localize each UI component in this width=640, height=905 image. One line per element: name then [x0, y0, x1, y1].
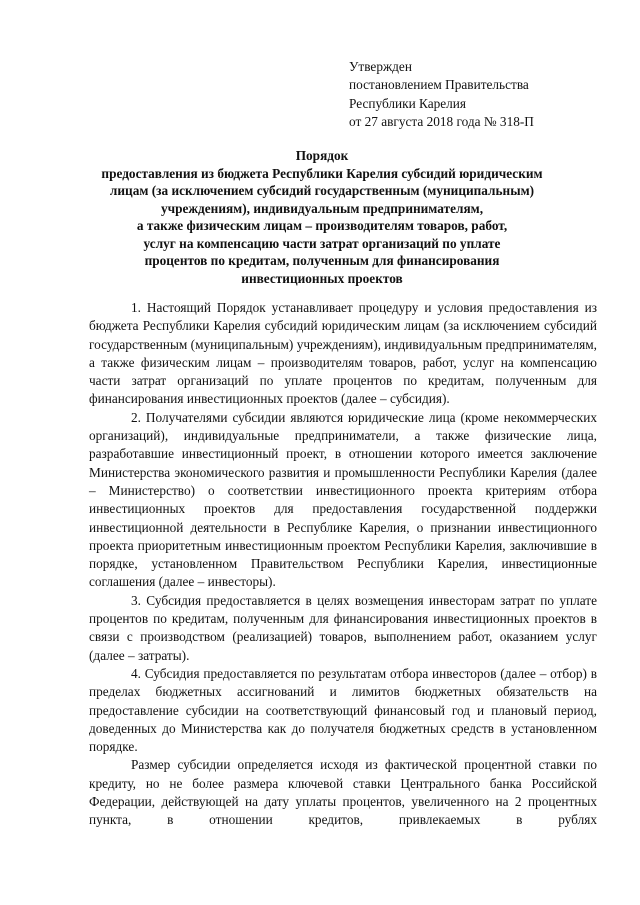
title-line: лицам (за исключением субсидий государственным (муниципальным) — [109, 183, 535, 198]
title-line: а также физическим лицам – производителям товаров, работ, — [136, 218, 508, 233]
paragraph-1: 1. Настоящий Порядок устанавливает процедуру и условия предоставления из бюджета Республики Карелия субсидий юридическим лицам (за исключением субсидий государственным (муниципальным) учреждениям), индивидуальным предпринимателям, а также физическим лицам – производителям товаров, работ, услуг на компенсацию части затрат организаций по уплате процентов по кредитам, полученным для финансирования инвестиционных проектов (далее – субсидия). — [89, 300, 597, 407]
title-line: Порядок — [295, 148, 349, 163]
paragraph-2: 2. Получателями субсидии являются юридические лица (кроме некоммерческих организаций), индивидуальные предприниматели, а также физические лица, разработавшие инвестиционный проект, в отношении которого имеется заключение Министерства экономического развития и промышленности Республики Карелия (далее – Министерство) о соответствии инвестиционного проекта критериям отбора инвестиционных проектов для предоставления государственной поддержки инвестиционной деятельности в Республике Карелия, о признании инвестиционного проекта приоритетным инвестиционным проектом Республики Карелия, заключившие в порядке, установленном Правительством Республики Карелия, инвестиционные соглашения (далее – инвесторы). — [89, 409, 597, 590]
document-body — [89, 299, 597, 830]
title-line: учреждениям), индивидуальным предпринимателям, — [160, 200, 484, 216]
paragraph-5: Размер субсидии определяется исходя из фактической процентной ставки по кредиту, но не более размера ключевой ставки Центрального банка Российской Федерации, действующей на дату уплаты процентов, увеличенного на 2 процентных пункта, в отношении кредитов, привлекаемых в рублях — [89, 757, 597, 828]
document-title — [78, 147, 566, 287]
title-line: процентов по кредитам, полученным для финансирования — [144, 253, 500, 268]
title-line: инвестиционных проектов — [241, 270, 403, 286]
approval-line: постановлением Правительства — [349, 77, 529, 93]
paragraph-3: 3. Субсидия предоставляется в целях возмещения инвесторам затрат по уплате процентов по кредитам, полученным для финансирования инвестиционных проектов в связи с производством (реализацией) товаров, выполнением работ, оказанием услуг (далее – затраты). — [89, 592, 597, 663]
paragraph-4: 4. Субсидия предоставляется по результатам отбора инвесторов (далее – отбор) в пределах бюджетных ассигнований и лимитов бюджетных обязательств на предоставление субсидии на соответствующий финансовый год и плановый период, доведенных до Министерства как до получателя бюджетных средств в установленном порядке. — [89, 665, 597, 755]
approval-line: Республики Карелия — [349, 95, 467, 111]
title-line: предоставления из бюджета Республики Карелия субсидий юридическим — [101, 165, 543, 181]
approval-stamp — [349, 58, 534, 131]
approval-line: Утвержден — [349, 59, 412, 74]
approval-line: от 27 августа 2018 года № 318-П — [349, 113, 534, 129]
title-line: услуг на компенсацию части затрат организаций по уплате — [143, 235, 501, 251]
